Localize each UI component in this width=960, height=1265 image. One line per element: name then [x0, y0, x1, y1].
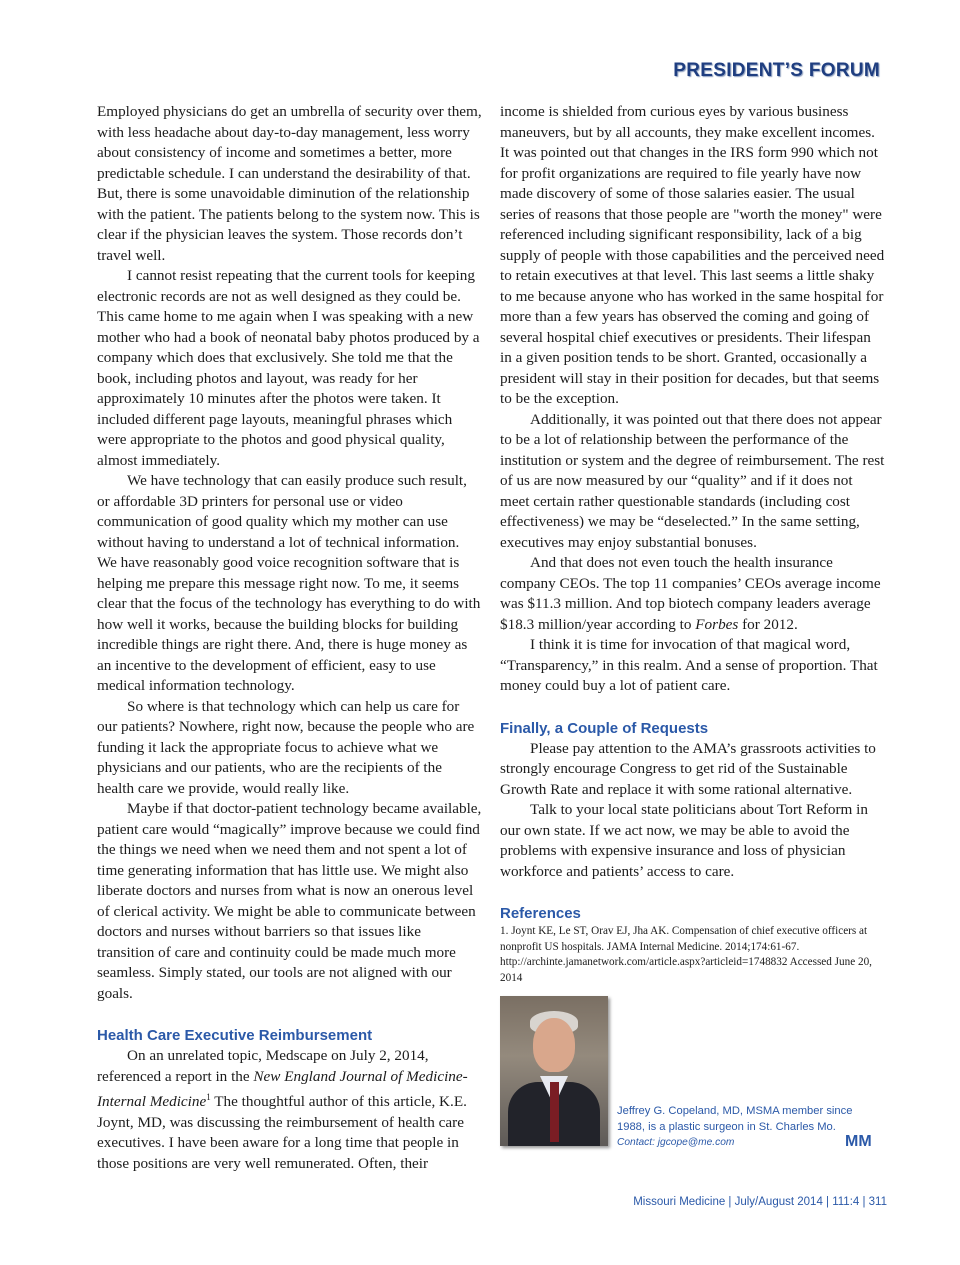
paragraph: Talk to your local state politicians about Tort Reform in our own state. If we act now, we may be able to avoid the problems with expensive insurance and loss of physician workforce and patients’ access to care.	[500, 801, 868, 880]
author-contact: Contact: jgcope@me.com	[617, 1137, 735, 1148]
page-footer: Missouri Medicine | July/August 2014 | 111:4 | 311	[633, 1196, 887, 1208]
paragraph: Employed physicians do get an umbrella of security over them, with less headache about day-to-day management, less worry about consistency of income and sometimes a better, more predictable schedule. I can understand the desirability of that. But, there is some unavoidable diminution of the relationship with the patient. The patients belong to the system now. This is clear if the physician leaves the system. Those records don’t travel well.	[97, 103, 482, 264]
right-column	[500, 102, 885, 986]
text-run: for 2012.	[738, 615, 798, 633]
paragraph: I think it is time for invocation of that magical word, “Transparency,” in this realm. And a sense of proportion. That money could buy a lot of patient care.	[500, 636, 878, 694]
text-run: The thoughtful author of this article, K.E. Joynt, MD, was discussing the reimbursement of health care executives. I have been aware for a long time that people in those positions are very well remunerated. Often, their	[97, 1093, 467, 1172]
author-bio: Jeffrey G. Copeland, MD, MSMA member since 1988, is a plastic surgeon in St. Charles Mo.	[617, 1105, 853, 1133]
paragraph: So where is that technology which can help us care for our patients? Nowhere, right now, because the people who are funding it lack the appropriate focus to achieve what we physicians and our patients, who are the recipients of the health care we provide, would really like.	[97, 697, 475, 797]
left-column	[97, 102, 482, 1174]
author-photo	[500, 996, 608, 1146]
paragraph: Additionally, it was pointed out that there does not appear to be a lot of relationship between the performance of the institution or system and the degree of reimbursement. The rest of us are now measured by our “quality” and if it does not meet certain rather questionable standards (including cost effectiveness) we may be “deselected.” In the same setting, executives may enjoy substantial bonuses.	[500, 410, 885, 551]
section-title: PRESIDENT’S FORUM	[673, 60, 880, 81]
end-mark: MM	[845, 1133, 872, 1150]
reference-item: 1. Joynt KE, Le ST, Orav EJ, Jha AK. Compensation of chief executive officers at nonprofit US hospitals. JAMA Internal Medicine. 2014;174:61-67. http://archinte.jamanetwork.com/article.aspx?articleid=1748832 Accessed June 20, 2014	[500, 925, 872, 984]
journal-title: New England Journal of Medicine-Internal Medicine	[97, 1067, 468, 1111]
paragraph	[500, 553, 885, 635]
paragraph: Maybe if that doctor-patient technology became available, patient care would “magically” improve because we could find the things we need when we need them and not spent a lot of time generating information that has little use. We might also liberate doctors and nurses from what is now an onerous level of clerical activity. We might be able to communicate between doctors and nurses without barriers so that issues like transition of care and continuity could be made much more seamless. Simply stated, our tools are not aligned with our goals.	[97, 800, 482, 1002]
paragraph: We have technology that can easily produce such result, or affordable 3D printers for personal use or video communication of good quality which my mother can use without having to understand a lot of technical information. We have reasonably good voice recognition software that is helping me prepare this message right now. To me, it seems clear that the focus of the technology has everything to do with how well it works, because the building blocks for building incredible things are right there. And, there is huge money as an incentive to the development of efficient, easy to use medical information technology.	[97, 472, 481, 694]
text-run: On an unrelated topic, Medscape on July 2, 2014, referenced a report in the	[97, 1047, 429, 1085]
section-heading: Health Care Executive Reimbursement	[97, 1027, 373, 1044]
paragraph: Please pay attention to the AMA’s grassroots activities to strongly encourage Congress to get rid of the Sustainable Growth Rate and replace it with some rational alternative.	[500, 739, 876, 798]
text-run: And that does not even touch the health insurance company CEOs. The top 11 companies’ CEOs average income was $11.3 million. And top biotech company leaders average $18.3 million/year according to	[500, 554, 881, 633]
paragraph: I cannot resist repeating that the current tools for keeping electronic records are not as well designed as they could be. This came home to me again when I was speaking with a new mother who had a book of neonatal baby photos produced by a company which does that exclusively. She told me that the book, including photos and layout, was ready for her approximately 10 minutes after the photos were taken. It included different page layouts, meaningful phrases which were appropriate to the photos and good physical quality, almost immediately.	[97, 267, 480, 469]
paragraph	[97, 1046, 482, 1174]
publication-name: Forbes	[695, 615, 739, 633]
citation-marker: 1	[206, 1092, 211, 1102]
references-heading: References	[500, 905, 581, 922]
section-heading: Finally, a Couple of Requests	[500, 719, 709, 737]
author-caption	[617, 1104, 877, 1151]
paragraph: income is shielded from curious eyes by various business maneuvers, but by all accounts, they make excellent incomes. It was pointed out that changes in the IRS form 990 which not for profit organizations are required to file yearly have now made discovery of some of those salaries easier. The usual series of reasons that those people are "worth the money" were referenced including significant responsibility, lack of a big supply of people with those capabilities and the perceived need to retain executives at that level. This last seems a little shaky to me because anyone who has worked in the same hospital for more than a few years has observed the coming and going of several hospital chief executives or presidents. Their lifespan in a given position tends to be short. Granted, occasionally a president will stay in their position for decades, but that seems to be the exception.	[500, 103, 885, 407]
